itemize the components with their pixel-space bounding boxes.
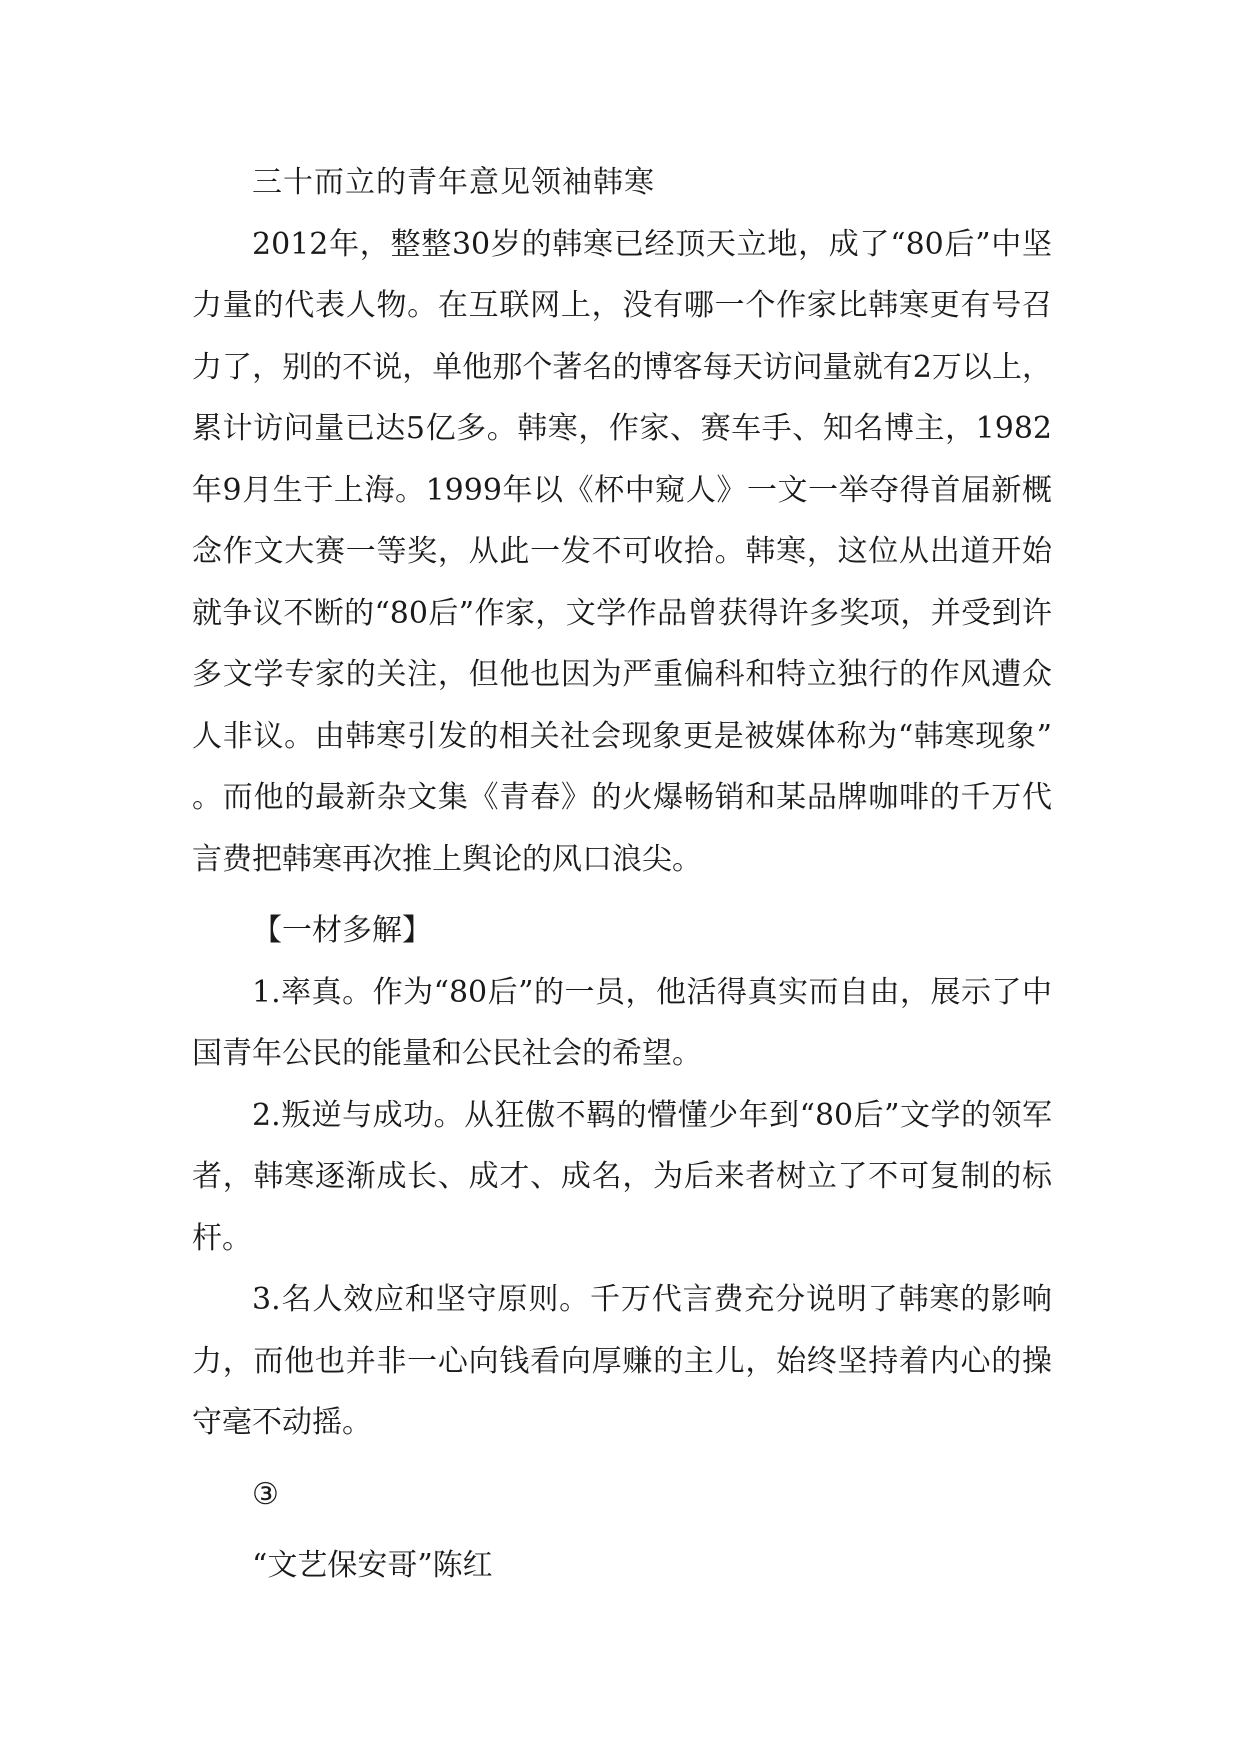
section-label: 【一材多解】 <box>252 913 432 948</box>
document-body <box>192 152 1052 1597</box>
section-heading-han-han: 三十而立的青年意见领袖韩寒 <box>252 165 655 200</box>
numbered-point-3: 3.名人效应和坚守原则。千万代言费充分说明了韩寒的影响力，而他也并非一心向钱看向厚赚的主儿，始终坚持着内心的操守毫不动摇。 <box>192 1282 1052 1440</box>
numbered-point-2: 2.叛逆与成功。从狂傲不羁的懵懂少年到“80后”文学的领军者，韩寒逐渐成长、成才、成名，为后来者树立了不可复制的标杆。 <box>192 1097 1052 1256</box>
numbered-point-1: 1.率真。作为“80后”的一员，他活得真实而自由，展示了中国青年公民的能量和公民社会的希望。 <box>192 974 1052 1071</box>
section-heading-chen-hong: “文艺保安哥”陈红 <box>252 1548 493 1583</box>
body-paragraph: 2012年，整整30岁的韩寒已经顶天立地，成了“80后”中坚力量的代表人物。在互联网上，没有哪一个作家比韩寒更有号召力了，别的不说，单他那个著名的博客每天访问量就有2万以上，累计访问量已达5亿多。韩寒，作家、赛车手、知名博主，1982年9月生于上海。1999年以《杯中窥人》一文一举夺得首届新概念作文大赛一等奖，从此一发不可收拾。韩寒，这位从出道开始就争议不断的“80后”作家，文学作品曾获得许多奖项，并受到许多文学专家的关注，但他也因为严重偏科和特立独行的作风遭众人非议。由韩寒引发的相关社会现象更是被媒体称为“韩寒现象”。而他的最新杂文集《青春》的火爆畅销和某品牌咖啡的千万代言费把韩寒再次推上舆论的风口浪尖。 <box>192 226 1052 877</box>
circled-number-marker: ③ <box>252 1476 279 1512</box>
